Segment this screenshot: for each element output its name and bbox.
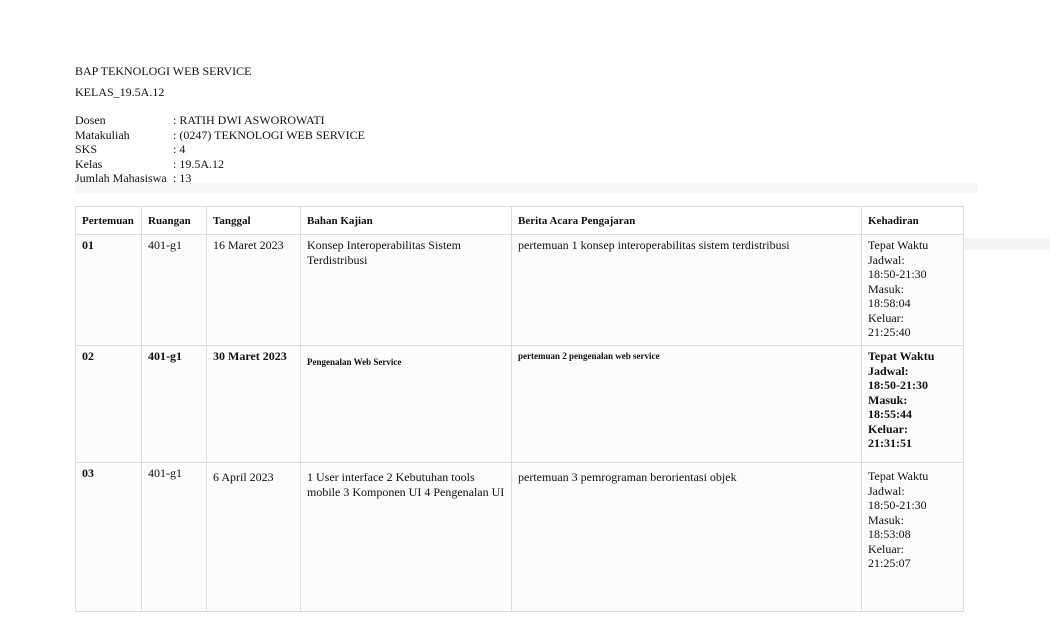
column-header-kehadiran: Kehadiran	[862, 207, 964, 235]
bap-table	[75, 206, 964, 612]
info-value: : RATIH DWI ASWOROWATI	[173, 113, 325, 127]
info-label: Kelas	[75, 156, 103, 171]
kehadiran-jadwal: 18:50-21:30	[868, 498, 927, 512]
info-value: : (0247) TEKNOLOGI WEB SERVICE	[173, 127, 365, 142]
kehadiran-status: Tepat Waktu	[868, 349, 935, 363]
info-value: : 4	[173, 142, 186, 156]
cell-bahan-kajian: 1 User interface 2 Kebutuhan tools mobile 3 Komponen UI 4 Pengenalan UI	[301, 463, 512, 612]
cell-tanggal: 30 Maret 2023	[207, 346, 301, 463]
cell-pertemuan: 02	[76, 346, 142, 463]
kehadiran-jadwal: 18:50-21:30	[868, 267, 927, 281]
document-title: BAP TEKNOLOGI WEB SERVICE	[75, 64, 252, 78]
cell-kehadiran	[862, 235, 964, 346]
info-label: Matakuliah	[75, 127, 130, 142]
kehadiran-jadwal-label: Jadwal:	[868, 252, 905, 267]
info-value: : 13	[173, 171, 192, 185]
cell-berita-acara: pertemuan 3 pemrograman berorientasi objek	[512, 463, 862, 612]
table-header-row	[76, 207, 964, 235]
cell-bahan-kajian: Konsep Interoperabilitas Sistem Terdistribusi	[301, 235, 512, 346]
kehadiran-keluar-label: Keluar:	[868, 310, 904, 325]
info-row-kelas	[75, 157, 365, 172]
info-label: SKS	[75, 142, 98, 156]
course-info	[75, 113, 365, 186]
kehadiran-keluar-label: Keluar:	[868, 421, 908, 436]
cell-bahan-kajian: Pengenalan Web Service	[301, 346, 512, 463]
table-row	[76, 235, 964, 346]
kehadiran-masuk: 18:53:08	[868, 527, 911, 541]
info-row-jumlah-mahasiswa	[75, 171, 365, 186]
background-band	[963, 238, 1050, 250]
cell-ruangan: 401-g1	[142, 235, 207, 346]
kehadiran-masuk-label: Masuk:	[868, 392, 908, 407]
info-row-sks	[75, 142, 365, 157]
info-label: Dosen	[75, 113, 106, 127]
kehadiran-status: Tepat Waktu	[868, 238, 929, 252]
cell-pertemuan: 01	[76, 235, 142, 346]
class-title: KELAS_19.5A.12	[75, 85, 165, 99]
kehadiran-masuk: 18:58:04	[868, 296, 911, 310]
info-row-dosen	[75, 113, 365, 128]
cell-ruangan: 401-g1	[142, 346, 207, 463]
kehadiran-keluar: 21:31:51	[868, 436, 912, 450]
kehadiran-jadwal-label: Jadwal:	[868, 363, 909, 378]
cell-tanggal: 6 April 2023	[207, 463, 301, 612]
kehadiran-masuk: 18:55:44	[868, 407, 912, 421]
info-row-matakuliah	[75, 128, 365, 143]
column-header-bahan-kajian: Bahan Kajian	[301, 207, 512, 235]
kehadiran-jadwal-label: Jadwal:	[868, 483, 905, 498]
cell-berita-acara: pertemuan 2 pengenalan web service	[512, 346, 862, 463]
kehadiran-keluar: 21:25:07	[868, 556, 911, 570]
kehadiran-status: Tepat Waktu	[868, 469, 929, 483]
cell-berita-acara: pertemuan 1 konsep interoperabilitas sistem terdistribusi	[512, 235, 862, 346]
kehadiran-masuk-label: Masuk:	[868, 512, 904, 527]
info-value: : 19.5A.12	[173, 156, 224, 171]
info-label: Jumlah Mahasiswa	[75, 171, 167, 185]
cell-kehadiran	[862, 346, 964, 463]
column-header-tanggal: Tanggal	[207, 207, 301, 235]
kehadiran-keluar: 21:25:40	[868, 325, 911, 339]
cell-kehadiran	[862, 463, 964, 612]
document-header	[75, 64, 365, 186]
table-row	[76, 463, 964, 612]
cell-ruangan: 401-g1	[142, 463, 207, 612]
cell-pertemuan: 03	[76, 463, 142, 612]
table-row	[76, 346, 964, 463]
kehadiran-keluar-label: Keluar:	[868, 541, 904, 556]
cell-tanggal: 16 Maret 2023	[207, 235, 301, 346]
column-header-pertemuan: Pertemuan	[76, 207, 142, 235]
kehadiran-masuk-label: Masuk:	[868, 281, 904, 296]
column-header-ruangan: Ruangan	[142, 207, 207, 235]
kehadiran-jadwal: 18:50-21:30	[868, 378, 928, 392]
column-header-berita-acara: Berita Acara Pengajaran	[512, 207, 862, 235]
